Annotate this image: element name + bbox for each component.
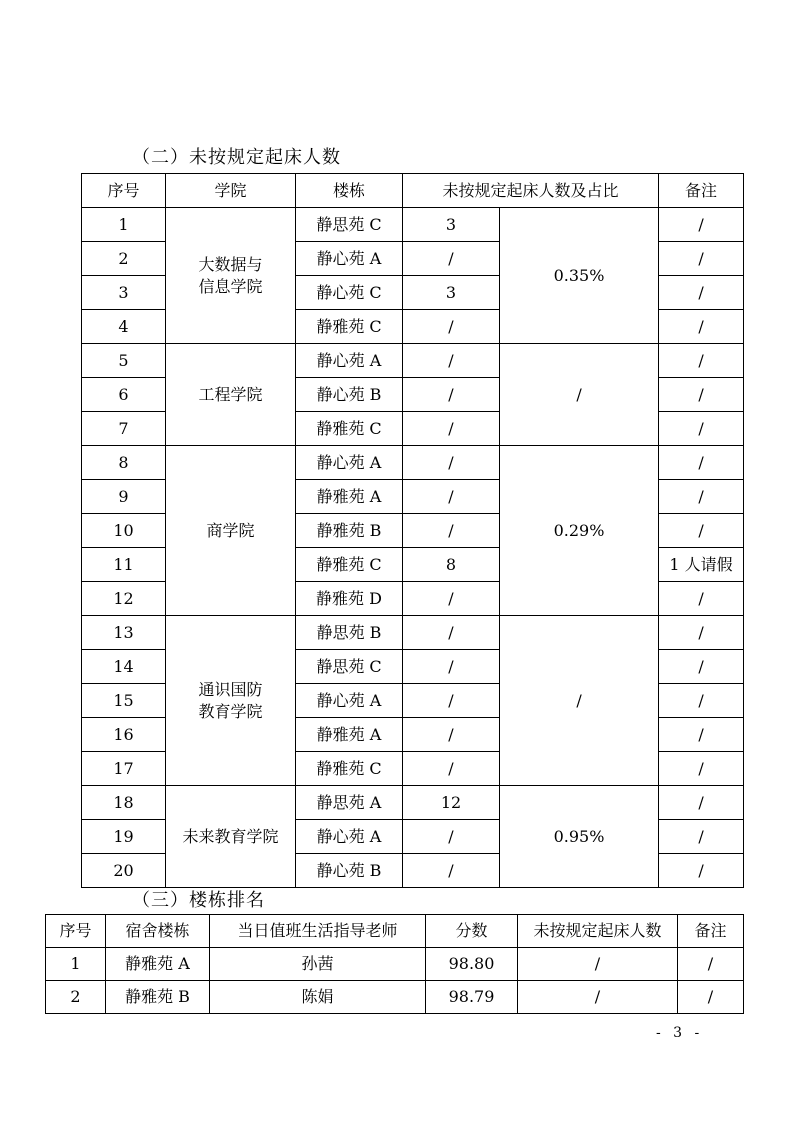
table-row: [82, 208, 744, 242]
late-count: 12: [403, 786, 500, 820]
row-number: 16: [82, 718, 166, 752]
header-note: 备注: [678, 915, 744, 948]
building-name: 静思苑 C: [296, 650, 403, 684]
header-college: 学院: [166, 174, 296, 208]
row-number: 7: [82, 412, 166, 446]
row-number: 11: [82, 548, 166, 582]
building-name: 静雅苑 A: [296, 718, 403, 752]
row-number: 20: [82, 854, 166, 888]
late-count: /: [403, 514, 500, 548]
note: 1 人请假: [659, 548, 744, 582]
table-row: [82, 786, 744, 820]
college-rate: /: [500, 344, 659, 446]
note: /: [659, 310, 744, 344]
building-ranking-table: [45, 914, 744, 1014]
row-number: 10: [82, 514, 166, 548]
late-count: /: [403, 310, 500, 344]
college-name-line: 教育学院: [198, 701, 263, 721]
note: /: [659, 412, 744, 446]
teacher-name: 陈娟: [210, 981, 426, 1014]
note: /: [659, 854, 744, 888]
college-rate: 0.35%: [500, 208, 659, 344]
building-name: 静雅苑 A: [106, 948, 210, 981]
row-number: 9: [82, 480, 166, 514]
late-rising-table: [81, 173, 744, 888]
table-header-row: [46, 915, 744, 948]
header-no: 序号: [46, 915, 106, 948]
building-name: 静心苑 A: [296, 344, 403, 378]
note: /: [659, 276, 744, 310]
late-count: 3: [403, 208, 500, 242]
late-count: /: [403, 480, 500, 514]
late-count: /: [518, 981, 678, 1014]
note: /: [659, 684, 744, 718]
college-name: [166, 344, 296, 446]
late-count: /: [403, 446, 500, 480]
late-count: /: [403, 650, 500, 684]
late-count: /: [403, 378, 500, 412]
building-ranking-table-body: [46, 948, 744, 1014]
building-name: 静雅苑 B: [106, 981, 210, 1014]
table-row: [46, 981, 744, 1014]
late-count: /: [403, 616, 500, 650]
building-name: 静雅苑 D: [296, 582, 403, 616]
teacher-name: 孙茜: [210, 948, 426, 981]
note: /: [678, 981, 744, 1014]
college-name-line: 工程学院: [198, 384, 263, 404]
late-count: /: [403, 344, 500, 378]
header-count-rate: 未按规定起床人数及占比: [403, 174, 659, 208]
row-number: 6: [82, 378, 166, 412]
late-count: /: [403, 718, 500, 752]
score: 98.80: [426, 948, 518, 981]
note: /: [659, 616, 744, 650]
building-name: 静雅苑 C: [296, 310, 403, 344]
note: /: [659, 718, 744, 752]
table-row: [82, 616, 744, 650]
college-name: [166, 208, 296, 344]
late-rising-table-body: [82, 208, 744, 888]
building-name: 静雅苑 C: [296, 548, 403, 582]
note: /: [659, 514, 744, 548]
building-name: 静心苑 A: [296, 820, 403, 854]
college-rate: /: [500, 616, 659, 786]
note: /: [659, 446, 744, 480]
college-name-line: 未来教育学院: [182, 826, 279, 846]
late-count: /: [518, 948, 678, 981]
note: /: [659, 378, 744, 412]
college-name: [166, 446, 296, 616]
header-note: 备注: [659, 174, 744, 208]
building-name: 静心苑 B: [296, 854, 403, 888]
college-name-line: 大数据与: [198, 254, 263, 274]
row-number: 19: [82, 820, 166, 854]
building-name: 静思苑 C: [296, 208, 403, 242]
late-count: /: [403, 582, 500, 616]
college-rate: 0.29%: [500, 446, 659, 616]
college-name: [166, 786, 296, 888]
building-name: 静心苑 A: [296, 242, 403, 276]
score: 98.79: [426, 981, 518, 1014]
college-name-line: 信息学院: [198, 276, 263, 296]
note: /: [659, 650, 744, 684]
row-number: 5: [82, 344, 166, 378]
note: /: [659, 786, 744, 820]
late-count: /: [403, 242, 500, 276]
note: /: [659, 480, 744, 514]
table-row: [46, 948, 744, 981]
row-number: 15: [82, 684, 166, 718]
late-count: /: [403, 684, 500, 718]
building-name: 静雅苑 A: [296, 480, 403, 514]
late-count: /: [403, 820, 500, 854]
row-number: 3: [82, 276, 166, 310]
building-name: 静心苑 C: [296, 276, 403, 310]
table-row: [82, 446, 744, 480]
late-count: /: [403, 412, 500, 446]
building-name: 静心苑 A: [296, 684, 403, 718]
note: /: [659, 582, 744, 616]
row-number: 17: [82, 752, 166, 786]
row-number: 14: [82, 650, 166, 684]
row-number: 1: [82, 208, 166, 242]
table-header-row: [82, 174, 744, 208]
header-building: 宿舍楼栋: [106, 915, 210, 948]
rank-number: 2: [46, 981, 106, 1014]
row-number: 8: [82, 446, 166, 480]
building-name: 静雅苑 C: [296, 752, 403, 786]
late-count: /: [403, 752, 500, 786]
row-number: 4: [82, 310, 166, 344]
note: /: [659, 752, 744, 786]
row-number: 2: [82, 242, 166, 276]
section2-title: （二）未按规定起床人数: [132, 147, 341, 168]
college-rate: 0.95%: [500, 786, 659, 888]
header-count: 未按规定起床人数: [518, 915, 678, 948]
note: /: [659, 242, 744, 276]
late-count: 8: [403, 548, 500, 582]
row-number: 12: [82, 582, 166, 616]
rank-number: 1: [46, 948, 106, 981]
building-name: 静思苑 A: [296, 786, 403, 820]
building-name: 静思苑 B: [296, 616, 403, 650]
note: /: [659, 344, 744, 378]
row-number: 18: [82, 786, 166, 820]
late-count: 3: [403, 276, 500, 310]
section3-title: （三）楼栋排名: [132, 890, 265, 911]
late-count: /: [403, 854, 500, 888]
note: /: [678, 948, 744, 981]
building-name: 静雅苑 B: [296, 514, 403, 548]
header-score: 分数: [426, 915, 518, 948]
note: /: [659, 820, 744, 854]
table-row: [82, 344, 744, 378]
note: /: [659, 208, 744, 242]
header-no: 序号: [82, 174, 166, 208]
building-name: 静雅苑 C: [296, 412, 403, 446]
college-name: [166, 616, 296, 786]
college-name-line: 通识国防: [198, 679, 263, 699]
page-number: - 3 -: [656, 1025, 704, 1041]
row-number: 13: [82, 616, 166, 650]
building-name: 静心苑 B: [296, 378, 403, 412]
college-name-line: 商学院: [206, 520, 255, 540]
header-teacher: 当日值班生活指导老师: [210, 915, 426, 948]
header-building: 楼栋: [296, 174, 403, 208]
building-name: 静心苑 A: [296, 446, 403, 480]
